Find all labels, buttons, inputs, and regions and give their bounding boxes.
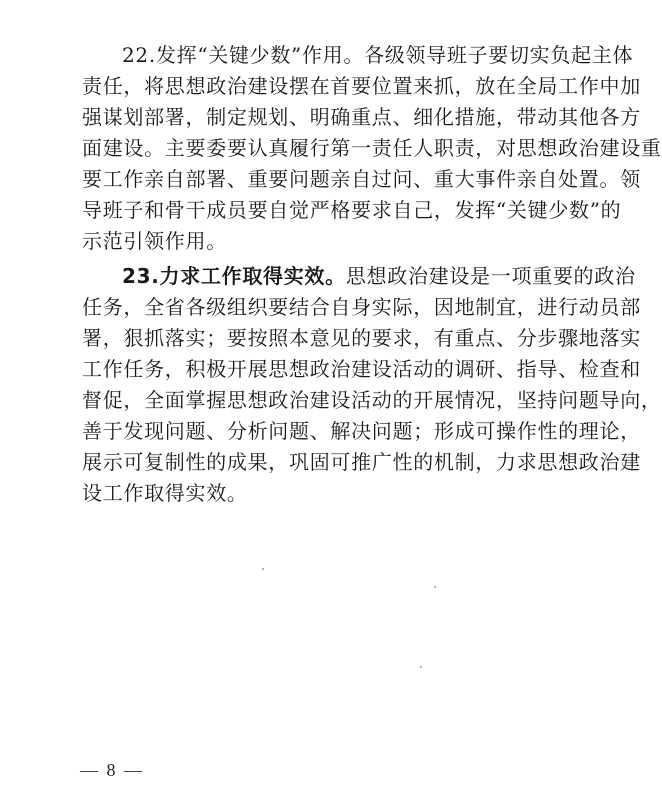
paragraph-23-heading: 力求工作取得实效。	[159, 264, 346, 288]
paragraph-23-line-5: 督促，全面掌握思想政治建设活动的开展情况，坚持问题导向，	[82, 388, 662, 412]
paragraph-22-line-7: 示范引领作用。	[82, 229, 227, 253]
paragraph-23-line-7: 展示可复制性的成果，巩固可推广性的机制，力求思想政治建	[82, 450, 641, 474]
scan-speck	[420, 666, 422, 668]
paragraph-22-number: 22.	[122, 43, 156, 67]
paragraph-22-line-1	[82, 40, 634, 71]
paragraph-23-line-4: 工作任务，积极开展思想政治建设活动的调研、指导、检查和	[82, 357, 641, 381]
paragraph-22-text: 各级领导班子要切实负起主体	[364, 43, 634, 67]
paragraph-23-text: 思想政治建设是一项重要的政治	[345, 264, 636, 288]
paragraph-23-line-8: 设工作取得实效。	[82, 481, 248, 505]
paragraph-23-line-6: 善于发现问题、分析问题、解决问题；形成可操作性的理论，	[82, 419, 641, 443]
paragraph-22-line-6: 导班子和骨干成员要自觉严格要求自己，发挥“关键少数”的	[82, 198, 622, 222]
scan-speck	[434, 586, 436, 588]
document-body	[82, 40, 662, 509]
paragraph-22-heading: 发挥“关键少数”作用。	[155, 43, 365, 67]
paragraph-22-line-4: 面建设。主要委要认真履行第一责任人职责，对思想政治建设重	[82, 136, 662, 160]
paragraph-23-line-3: 署，狠抓落实；要按照本意见的要求，有重点、分步骤地落实	[82, 326, 641, 350]
paragraph-23-line-1	[82, 261, 636, 292]
paragraph-23-number: 23.	[122, 264, 160, 288]
paragraph-23-line-2: 任务，全省各级组织要结合自身实际，因地制宜，进行动员部	[82, 295, 641, 319]
paragraph-22-line-3: 强谋划部署，制定规划、明确重点、细化措施，带动其他各方	[82, 105, 641, 129]
paragraph-22-line-5: 要工作亲自部署、重要问题亲自过问、重大事件亲自处置。领	[82, 167, 641, 191]
page-number: — 8 —	[80, 760, 144, 780]
scan-speck	[262, 568, 264, 570]
paragraph-22-line-2: 责任，将思想政治建设摆在首要位置来抓，放在全局工作中加	[82, 74, 641, 98]
